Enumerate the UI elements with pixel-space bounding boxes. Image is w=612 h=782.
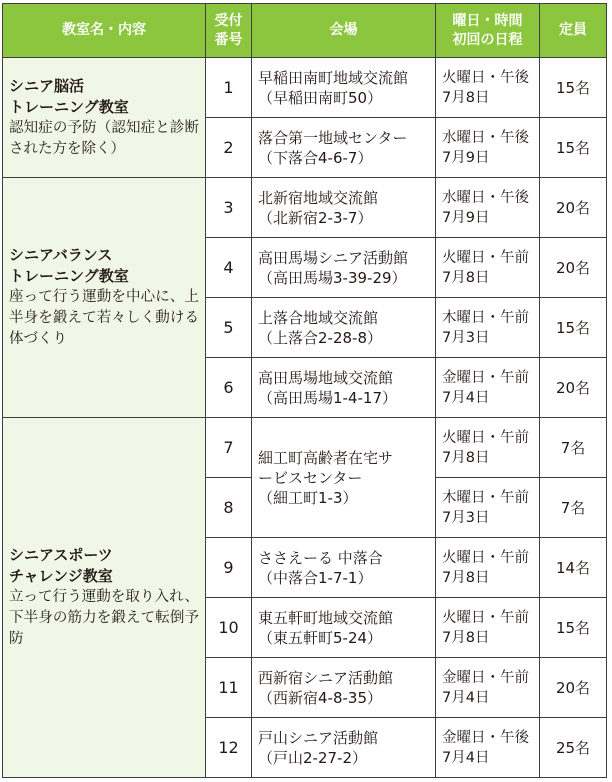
venue-cell: 早稲田南町地域交流館 （早稲田南町50） [252,58,436,118]
date-cell: 金曜日・午前 7月4日 [436,358,540,418]
table-row [3,178,607,238]
venue-cell: ささえーる 中落合 （中落合1-7-1） [252,538,436,598]
capacity-cell: 15名 [540,298,607,358]
capacity-cell: 20名 [540,358,607,418]
row-number: 5 [206,298,252,358]
capacity-cell: 14名 [540,538,607,598]
date-cell: 木曜日・午前 7月3日 [436,298,540,358]
row-number: 4 [206,238,252,298]
date-cell: 火曜日・午前 7月8日 [436,538,540,598]
capacity-cell: 15名 [540,598,607,658]
capacity-cell: 7名 [540,418,607,478]
venue-cell: 高田馬場シニア活動館 （高田馬場3-39-29） [252,238,436,298]
capacity-cell: 20名 [540,178,607,238]
capacity-cell: 15名 [540,58,607,118]
course-schedule-table [2,3,607,778]
date-cell: 火曜日・午前 7月8日 [436,418,540,478]
venue-cell: 東五軒町地域交流館 （東五軒町5-24） [252,598,436,658]
date-cell: 金曜日・午前 7月4日 [436,658,540,718]
row-number: 10 [206,598,252,658]
header-venue: 会場 [252,4,436,58]
date-cell: 火曜日・午後 7月8日 [436,58,540,118]
row-number: 6 [206,358,252,418]
capacity-cell: 15名 [540,118,607,178]
capacity-cell: 25名 [540,718,607,778]
venue-cell: 西新宿シニア活動館 （西新宿4-8-35） [252,658,436,718]
date-cell: 水曜日・午後 7月9日 [436,178,540,238]
row-number: 8 [206,478,252,538]
program-cell-sports: シニアスポーツ チャレンジ教室 立って行う運動を取り入れ、下半身の筋力を鍛えて転倒予防 [3,418,206,778]
row-number: 11 [206,658,252,718]
row-number: 12 [206,718,252,778]
date-cell: 火曜日・午前 7月8日 [436,238,540,298]
table-header-row [3,4,607,58]
row-number: 1 [206,58,252,118]
capacity-cell: 7名 [540,478,607,538]
row-number: 2 [206,118,252,178]
program-cell-balance: シニアバランス トレーニング教室 座って行う運動を中心に、上半身を鍛えて若々しく動ける体づくり [3,178,206,418]
date-cell: 水曜日・午後 7月9日 [436,118,540,178]
capacity-cell: 20名 [540,238,607,298]
table-row [3,58,607,118]
venue-cell-shared: 細工町高齢者在宅サ ービスセンター （細工町1-3） [252,418,436,538]
venue-cell: 北新宿地域交流館 （北新宿2-3-7） [252,178,436,238]
capacity-cell: 20名 [540,658,607,718]
row-number: 9 [206,538,252,598]
header-capacity: 定員 [540,4,607,58]
date-cell: 火曜日・午前 7月8日 [436,598,540,658]
date-cell: 金曜日・午後 7月4日 [436,718,540,778]
row-number: 7 [206,418,252,478]
header-number: 受付 番号 [206,4,252,58]
header-program: 教室名・内容 [3,4,206,58]
venue-cell: 上落合地域交流館 （上落合2-28-8） [252,298,436,358]
venue-cell: 戸山シニア活動館 （戸山2-27-2） [252,718,436,778]
program-cell-brain: シニア脳活 トレーニング教室 認知症の予防（認知症と診断された方を除く） [3,58,206,178]
venue-cell: 高田馬場地域交流館 （高田馬場1-4-17） [252,358,436,418]
row-number: 3 [206,178,252,238]
date-cell: 木曜日・午前 7月3日 [436,478,540,538]
table-row [3,418,607,478]
venue-cell: 落合第一地域センター （下落合4-6-7） [252,118,436,178]
header-date: 曜日・時間 初回の日程 [436,4,540,58]
